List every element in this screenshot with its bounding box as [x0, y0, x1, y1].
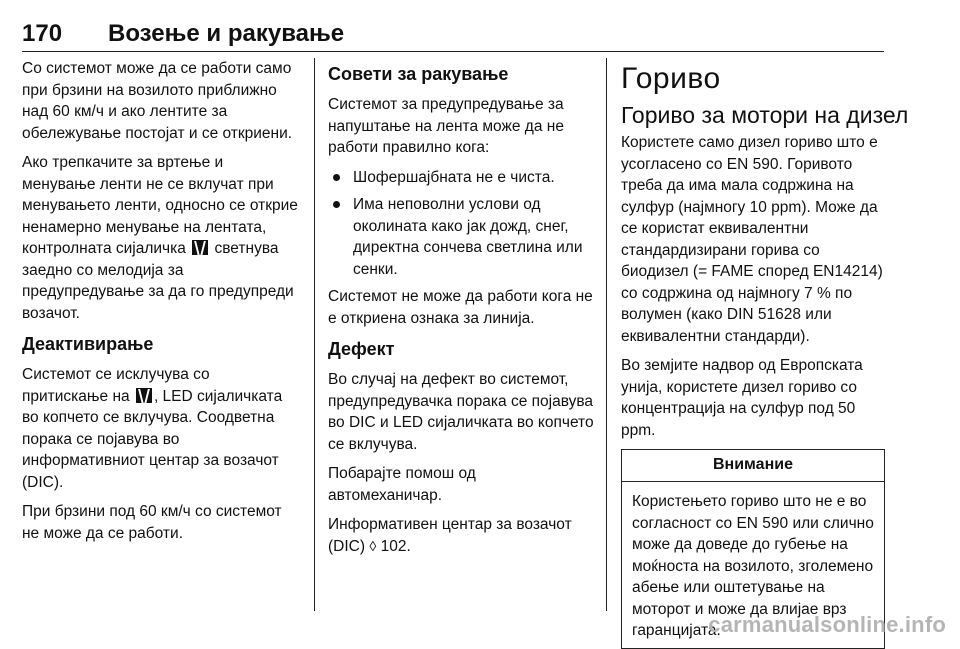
watermark: carmanualsonline.info	[708, 612, 946, 637]
section-heading-tips: Совети за ракување	[328, 64, 509, 84]
paragraph: Побарајте помош од автомеханичар.	[328, 465, 476, 504]
paragraph: Системот не може да работи кога не е откриена ознака за линија.	[328, 288, 593, 327]
text-span: Системот се исклучува со притискање на	[22, 366, 210, 405]
list-item	[328, 167, 594, 189]
paragraph	[22, 364, 300, 493]
paragraph	[22, 152, 300, 324]
paragraph: Во земјите надвор од Европската унија, користете дизел гориво со концентрација на сулфур под 50 ppm.	[621, 357, 863, 439]
section-heading-deactivation: Деактивирање	[22, 334, 154, 354]
text-span: светнува заедно со мелодија за предупредување за да го предупреди возачот.	[22, 240, 294, 322]
paragraph: При брзини под 60 км/ч со системот не може да се работи.	[22, 503, 282, 542]
paragraph: Во случај на дефект во системот, предупредувачка порака се појавува во DIC и LED сијаличката во копчето се вклучува.	[328, 371, 594, 453]
lane-departure-icon	[136, 388, 152, 403]
list-item-text: Шофершајбната не е чиста.	[353, 168, 555, 186]
text-span: Информативен центар за возачот (DIC)	[328, 516, 572, 555]
column-3	[621, 58, 909, 649]
caution-text: Користењето гориво што не е во согласност со EN 590 или слично може да доведе до губење на моќноста на возилото, зголемено абење или оштетување на моторот и може да влијае врз гаранцијата.	[632, 493, 874, 639]
page-reference-icon: ◊	[369, 537, 377, 554]
list-item	[328, 194, 594, 280]
chapter-heading-fuel: Гориво	[621, 62, 721, 95]
caution-title: Внимание	[622, 450, 884, 482]
list-item-text: Има неповолни услови од околината како јак дожд, снег, директна сончева светлина или сенки.	[353, 196, 583, 278]
bullet-icon	[333, 174, 340, 181]
lane-departure-icon	[192, 240, 208, 255]
header-rule	[22, 51, 884, 52]
running-title: Возење и ракување	[108, 20, 345, 47]
page-number: 170	[22, 20, 63, 47]
bullet-list	[328, 167, 594, 281]
column-divider	[314, 58, 315, 611]
paragraph: Системот за предупредување за напуштање на лента може да не работи правилно кога:	[328, 96, 564, 156]
paragraph: Со системот може да се работи само при брзини на возилото приближно над 60 км/ч и ако лентите за обележување постојат и се откриени.	[22, 60, 293, 142]
column-2	[328, 58, 594, 565]
section-heading-diesel: Гориво за мотори на дизел	[621, 102, 909, 128]
paragraph	[328, 514, 594, 557]
section-heading-fault: Дефект	[328, 339, 395, 359]
page-reference-link[interactable]: 102.	[380, 537, 411, 555]
column-divider	[606, 58, 607, 611]
text-span: , LED сијаличката во копчето се вклучува. Соодветна порака се појавува во информативниот центар за возачот (DIC).	[22, 387, 283, 491]
paragraph: Користете само дизел гориво што е усогласено со EN 590. Горивото треба да има мала содржина на сулфур (најмногу 10 ppm). Може да се користат еквивалентни стандардизирани горива со биодизел (= FAME според EN14214) со содржина од најмногу 7 % по волумен (како DIN 51628 или еквивалентни стандарди).	[621, 134, 883, 345]
column-1	[22, 58, 300, 552]
text-span: Ако трепкачите за вртење и менување ленти не се вклучат при менувањето ленти, односно се открие ненамерно менување на лентата, контролната сијаличка	[22, 154, 298, 257]
bullet-icon	[333, 201, 340, 208]
